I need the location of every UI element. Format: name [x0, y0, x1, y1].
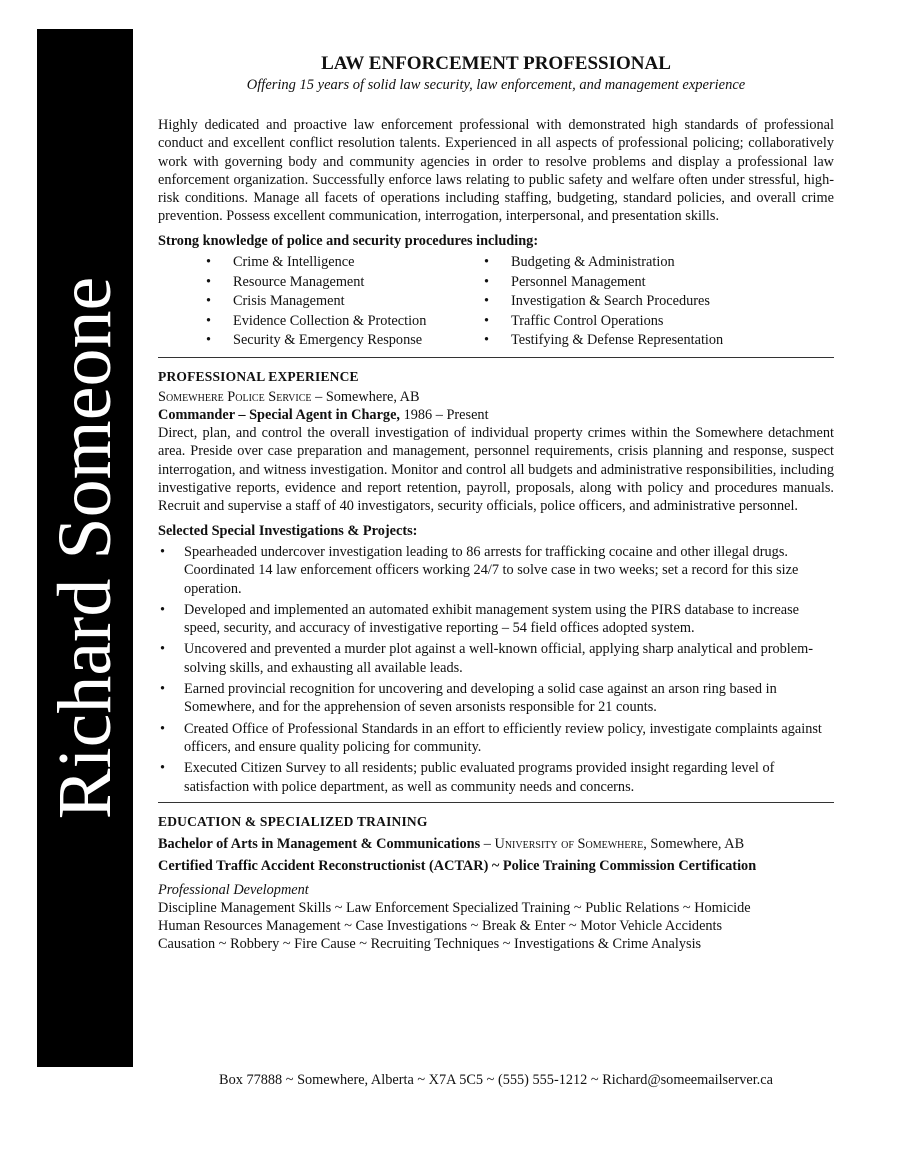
skills-column-right [484, 253, 762, 351]
projects-list [158, 543, 834, 796]
job-title-line [158, 406, 834, 424]
name-sidebar [37, 29, 133, 1067]
resume-tagline: Offering 15 years of solid law security, law enforcement, and management experience [246, 77, 746, 93]
skill-item: • Traffic Control Operations [484, 312, 762, 332]
experience-heading: PROFESSIONAL EXPERIENCE [158, 368, 359, 384]
job-dates: 1986 – Present [400, 406, 489, 423]
skills-list [206, 253, 834, 351]
resume-title: LAW ENFORCEMENT PROFESSIONAL [321, 53, 671, 74]
school-location: , Somewhere, AB [643, 835, 745, 852]
skill-item: • Crime & Intelligence [206, 253, 484, 273]
resume-body [158, 52, 834, 954]
skill-item: • Personnel Management [484, 273, 762, 293]
project-item: • Created Office of Professional Standards in an effort to efficiently review policy, investigate complaints against officers, and ensure quality policing for community. [158, 720, 834, 757]
professional-development-line: Causation ~ Robbery ~ Fire Cause ~ Recruiting Techniques ~ Investigations & Crime Analysis [158, 936, 702, 953]
education-heading: EDUCATION & SPECIALIZED TRAINING [158, 813, 428, 829]
skills-heading: Strong knowledge of police and security procedures including: [158, 232, 539, 249]
skills-column-left [206, 253, 484, 351]
skill-item: • Resource Management [206, 273, 484, 293]
project-item: • Uncovered and prevented a murder plot against a well-known official, applying sharp analytical and problem-solving skills, and exhausting all available leads. [158, 640, 834, 677]
skill-item: • Budgeting & Administration [484, 253, 762, 273]
employer-line [158, 388, 834, 406]
degree-name: Bachelor of Arts in Management & Communications [158, 835, 481, 852]
skill-item: • Investigation & Search Procedures [484, 292, 762, 312]
project-item: • Earned provincial recognition for uncovering and developing a solid case against an arson ring based in Somewhere, and for the apprehension of seven arsonists responsible for 21 counts. [158, 680, 834, 717]
candidate-name: Richard Someone [43, 276, 127, 820]
skill-item: • Evidence Collection & Protection [206, 312, 484, 332]
skill-item: • Security & Emergency Response [206, 331, 484, 351]
certification-line [158, 855, 834, 877]
projects-heading: Selected Special Investigations & Projects: [158, 522, 418, 539]
employer-name: Somewhere Police Service [158, 388, 312, 405]
section-divider [158, 357, 834, 358]
job-description: Direct, plan, and control the overall investigation of individual property crimes within the Somewhere detachment area. Preside over case preparation and management, personnel requirements, crisis planning and response, suspect interrogation, and witness investigation. Monitor and control all budgets and administrative responsibilities, including investigative reports, evidence and report retention, payroll, proposals, along with policy and procedures manuals. Recruit and supervise a staff of 40 investigators, security officials, police officers, and administrative personnel. [158, 425, 834, 515]
skill-item: • Testifying & Defense Representation [484, 331, 762, 351]
project-item: • Developed and implemented an automated exhibit management system using the PIRS database to increase speed, security, and accuracy of investigative reporting – 54 field offices adopted system. [158, 601, 834, 638]
section-divider [158, 802, 834, 803]
job-title: Commander – Special Agent in Charge, [158, 406, 400, 423]
contact-footer: Box 77888 ~ Somewhere, Alberta ~ X7A 5C5 ~ (555) 555-1212 ~ Richard@someemailserver.ca [219, 1072, 773, 1088]
project-item: • Executed Citizen Survey to all residents; public evaluated programs provided insight regarding level of satisfaction with police department, as well as community needs and concerns. [158, 759, 834, 796]
degree-line [158, 833, 834, 855]
professional-development-line: Discipline Management Skills ~ Law Enforcement Specialized Training ~ Public Relations ~ Homicide [158, 899, 751, 916]
summary-paragraph: Highly dedicated and proactive law enforcement professional with demonstrated high standards of professional conduct and excellent conflict resolution talents. Experienced in all aspects of professional policing; collaboratively work with governing body and community agencies in order to resolve problems and display a professional law enforcement organization. Successfully enforce laws relating to public safety and welfare often under stressful, high-risk conditions. Manage all facets of operations including staffing, budgeting, standard policies, and overall crime prevention. Possess excellent communication, interrogation, interpersonal, and presentation skills. [158, 117, 834, 225]
professional-development-heading: Professional Development [158, 881, 309, 898]
degree-separator: – [480, 835, 495, 852]
project-item: • Spearheaded undercover investigation leading to 86 arrests for trafficking cocaine and other illegal drugs. Coordinated 14 law enforcement officers working 24/7 to solve case in two weeks; set a record for this size operation. [158, 543, 834, 598]
employer-location: – Somewhere, AB [311, 388, 420, 405]
certification: Certified Traffic Accident Reconstructionist (ACTAR) ~ Police Training Commission Certification [158, 857, 757, 874]
skill-item: • Crisis Management [206, 292, 484, 312]
school-name: University of Somewhere [494, 835, 644, 852]
professional-development-line: Human Resources Management ~ Case Investigations ~ Break & Enter ~ Motor Vehicle Accidents [158, 918, 723, 935]
